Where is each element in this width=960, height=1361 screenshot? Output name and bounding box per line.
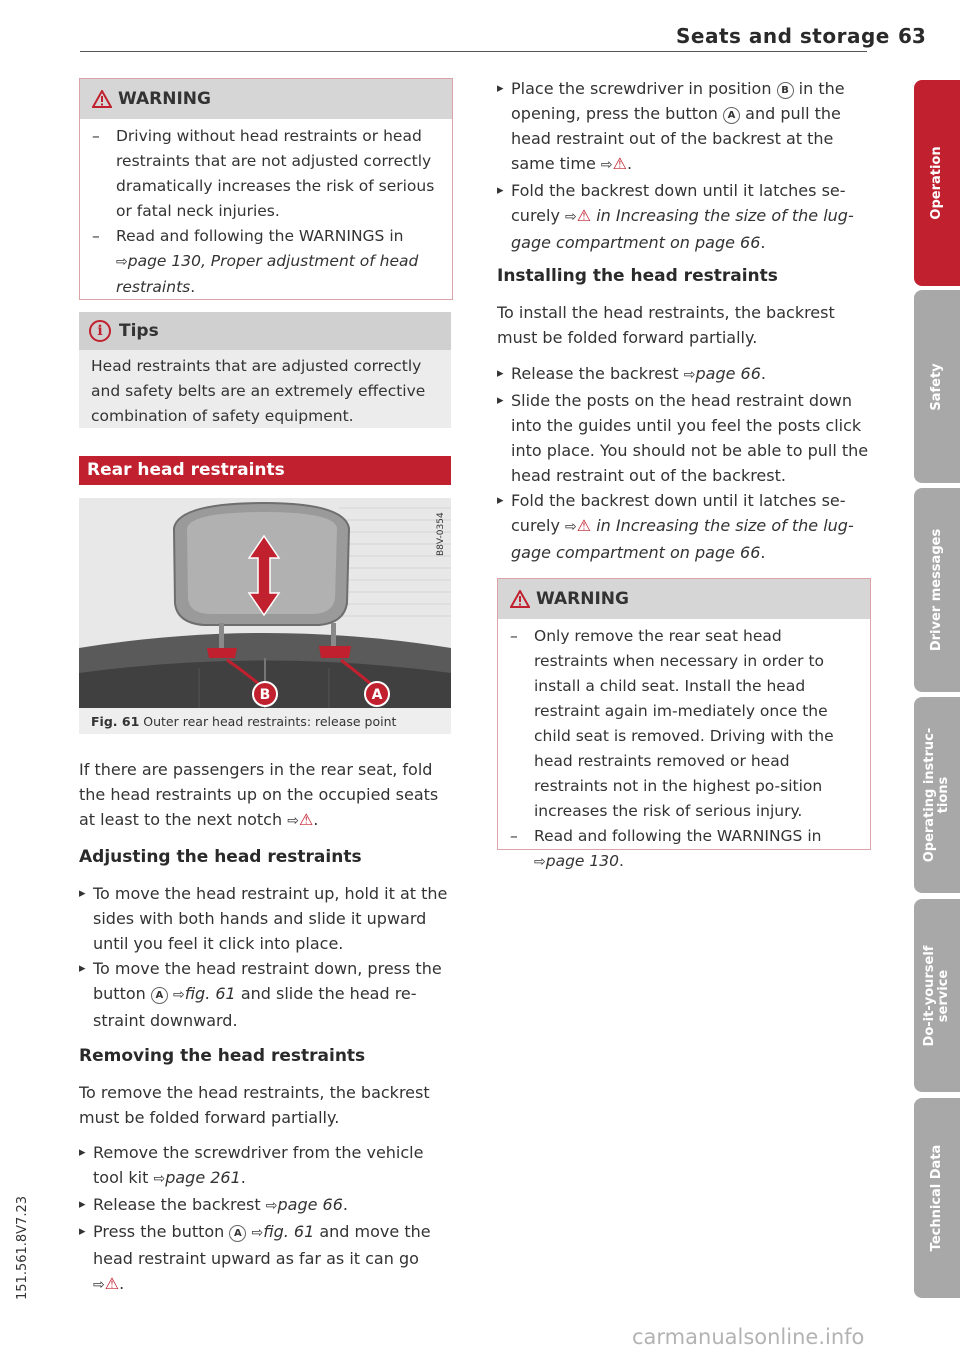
cross-reference-link[interactable]: page 130, Proper adjustment of head restraints	[116, 252, 419, 296]
list-item: ▸ Press the button A ⇨fig. 61 and move the head restraint upward as far as it can go ⇨⚠.	[79, 1219, 451, 1298]
tab-operating-instructions[interactable]	[914, 697, 960, 893]
warning-triangle-icon	[92, 90, 112, 108]
position-b-symbol: B	[777, 82, 794, 99]
arrow-ref-icon: ⇨	[287, 813, 299, 829]
step-text: and move the head restraint upward as far as it can go	[93, 1222, 431, 1268]
cross-reference-link[interactable]: in Increasing the size of the lug-gage compartment on page 66	[511, 206, 854, 252]
tips-header	[79, 312, 451, 350]
tab-operation-label: Operation	[929, 146, 944, 220]
tips-text: Head restraints that are adjusted correctly and safety belts are an extremely effective combination of safety equipment.	[91, 357, 426, 425]
cross-reference-link[interactable]: in Increasing the size of the lug-gage compartment on page 66	[511, 516, 854, 562]
button-a-symbol: A	[229, 1225, 246, 1242]
warning-ref-icon[interactable]: ⚠	[612, 154, 627, 173]
page-reference-link[interactable]: page 130	[545, 852, 619, 870]
warning-item: – Only remove the rear seat head restraints when necessary in order to install a child seat. Install the head restraint again im-mediately once the child seat is removed. Driving with the head restraints removed or head restraints not in the highest po-sition increases the risk of serious injury.	[510, 627, 834, 820]
step-text: To move the head restraint down, press the button	[93, 959, 442, 1003]
step-text: Slide the posts on the head restraint down into the guides until you feel the posts click into place. You should not be able to pull the head restraint out of the backrest.	[511, 391, 869, 485]
running-header-title: Seats and storage	[676, 24, 890, 48]
figure-caption	[91, 714, 396, 729]
remove-heading: Removing the head restraints	[79, 1046, 366, 1066]
tips-box	[79, 312, 451, 428]
list-item	[79, 956, 451, 1033]
warning-ref-icon: ⚠	[576, 516, 592, 535]
step-text: Release the backrest	[93, 1195, 261, 1214]
figure-caption-text: Outer rear head restraints: release point	[143, 714, 397, 729]
install-steps	[497, 361, 869, 565]
arrow-ref-icon: ⇨	[172, 987, 185, 1003]
tab-technical-data[interactable]	[914, 1098, 960, 1298]
arrow-ref-icon: ⇨	[534, 854, 546, 870]
tab-do-it-yourself-service[interactable]	[914, 899, 960, 1092]
warning-label: WARNING	[118, 89, 211, 109]
page-reference-link[interactable]: page 66	[277, 1195, 343, 1214]
arrow-ref-icon: ⇨	[116, 254, 128, 270]
warning-item: – Read and following the WARNINGS in ⇨page 130, Proper adjustment of head restraints.	[92, 227, 419, 296]
step-text: Press the button	[93, 1222, 225, 1241]
step-text: Place the screwdriver in position	[511, 79, 772, 98]
document-code: 151.561.8V7.23	[15, 1196, 30, 1300]
warning-item-text: Read and following the WARNINGS in	[116, 227, 404, 245]
remove-steps	[79, 1140, 451, 1298]
arrow-ref-icon: ⇨	[153, 1171, 166, 1187]
intro-text: If there are passengers in the rear seat, fold the head restraints up on the occupied seats at least to the next notch	[79, 760, 439, 829]
arrow-ref-icon: ⇨	[565, 519, 577, 535]
watermark: carmanualsonline.info	[632, 1325, 865, 1349]
arrow-ref-icon: ⇨	[251, 1225, 264, 1241]
warning-item-text: Read and following the WARNINGS in	[534, 827, 822, 845]
punctuation: .	[618, 852, 624, 870]
tab-operation[interactable]	[914, 80, 960, 286]
remove-intro: To remove the head restraints, the backrest must be folded forward partially.	[79, 1083, 430, 1127]
warning-box	[497, 578, 871, 870]
adjust-heading: Adjusting the head restraints	[79, 847, 362, 867]
head-restraint-illustration	[79, 498, 451, 708]
header-rule	[80, 51, 867, 52]
page-reference-link[interactable]: page 66	[695, 364, 761, 383]
step-text: and pull the head restraint out of the backrest at the same time	[511, 104, 841, 173]
tab-safety-label: Safety	[929, 362, 944, 411]
page-number: 63	[898, 24, 926, 48]
step-text: Fold the backrest down until it latches se-curely	[511, 491, 846, 535]
tab-driver-messages-label: Driver messages	[929, 528, 944, 652]
tab-driver-messages[interactable]	[914, 488, 960, 692]
arrow-ref-icon: ⇨	[565, 209, 577, 225]
intro-paragraph: If there are passengers in the rear seat, fold the head restraints up on the occupied seats at least to the next notch ⇨⚠.	[79, 760, 439, 829]
install-heading: Installing the head restraints	[497, 266, 778, 286]
punctuation: .	[190, 278, 196, 296]
warning-item: – Driving without head restraints or head restraints that are not adjusted correctly dramatically increases the risk of serious or fatal neck injuries.	[92, 127, 435, 220]
button-a-symbol: A	[151, 987, 168, 1004]
step-text: and slide the head re-straint downward.	[93, 984, 417, 1030]
figure-number: Fig. 61	[91, 714, 140, 729]
install-intro: To install the head restraints, the backrest must be folded forward partially.	[497, 303, 835, 347]
figure-reference-link[interactable]: fig. 61	[184, 984, 236, 1003]
info-icon: i	[89, 320, 111, 342]
arrow-ref-icon: ⇨	[93, 1277, 105, 1293]
figure-61	[79, 498, 451, 734]
list-item: ▸ Fold the backrest down until it latches se-curely ⇨⚠ in Increasing the size of the lug-gage compartment on page 66.	[497, 488, 869, 565]
arrow-ref-icon: ⇨	[265, 1198, 278, 1214]
tab-technical-data-label: Technical Data	[929, 1144, 944, 1252]
warning-ref-icon[interactable]: ⚠	[298, 810, 314, 829]
arrow-ref-icon: ⇨	[600, 157, 613, 173]
warning-label: WARNING	[536, 589, 629, 609]
figure-reference-link[interactable]: fig. 61	[263, 1222, 315, 1241]
tips-label: Tips	[119, 321, 159, 341]
step-text: in the opening, press the button	[511, 79, 845, 123]
warning-item-text: Only remove the rear seat head restraints when necessary in order to install a child seat. Install the head restraint again im-mediately once the child seat is removed. Driving with the head restraints removed or head restraints not in the highest po-sition increases the risk of serious injury.	[534, 627, 834, 820]
callout-b-label: B	[259, 687, 271, 703]
tab-safety[interactable]	[914, 290, 960, 483]
warning-item-text: Driving without head restraints or head restraints that are not adjusted correctly dramatically increases the risk of serious or fatal neck injuries.	[116, 127, 435, 220]
button-a-symbol: A	[723, 107, 740, 124]
list-item: ▸ Release the backrest ⇨page 66.	[497, 361, 869, 388]
list-item: ▸ Release the backrest ⇨page 66.	[79, 1192, 451, 1219]
remove-steps-continued	[497, 76, 869, 255]
tab-do-it-yourself-service-label: Do-it-yourself service	[922, 945, 951, 1046]
list-item	[497, 388, 869, 488]
section-title-bar: Rear head restraints	[79, 456, 451, 485]
list-item	[79, 881, 451, 956]
adjust-steps	[79, 881, 451, 1033]
list-item: ▸ Remove the screwdriver from the vehicle tool kit ⇨page 261.	[79, 1140, 451, 1192]
warning-header	[80, 79, 452, 119]
warning-ref-icon[interactable]: ⚠	[104, 1274, 120, 1293]
warning-header	[498, 579, 870, 619]
warning-box	[79, 78, 453, 300]
callout-a-label: A	[371, 687, 383, 703]
warning-ref-icon: ⚠	[576, 206, 592, 225]
list-item: ▸ Place the screwdriver in position B in the opening, press the button A and pull the head restraint out of the backrest at the same time ⇨⚠.	[497, 76, 869, 178]
page-reference-link[interactable]: page 261	[165, 1168, 241, 1187]
list-item: ▸ Fold the backrest down until it latches se-curely ⇨⚠ in Increasing the size of the lug-gage compartment on page 66.	[497, 178, 869, 255]
step-text: Release the backrest	[511, 364, 679, 383]
step-text: To move the head restraint up, hold it at the sides with both hands and slide it upward until you feel it click into place.	[93, 884, 448, 953]
tab-operating-instructions-label: Operating instruc- tions	[922, 727, 951, 863]
figure-code: B8V-0354	[436, 512, 446, 556]
step-text: Fold the backrest down until it latches se-curely	[511, 181, 846, 225]
step-text: Remove the screwdriver from the vehicle tool kit	[93, 1143, 424, 1187]
warning-triangle-icon	[510, 590, 530, 608]
warning-item: – Read and following the WARNINGS in ⇨page 130.	[510, 827, 822, 870]
arrow-ref-icon: ⇨	[683, 367, 696, 383]
